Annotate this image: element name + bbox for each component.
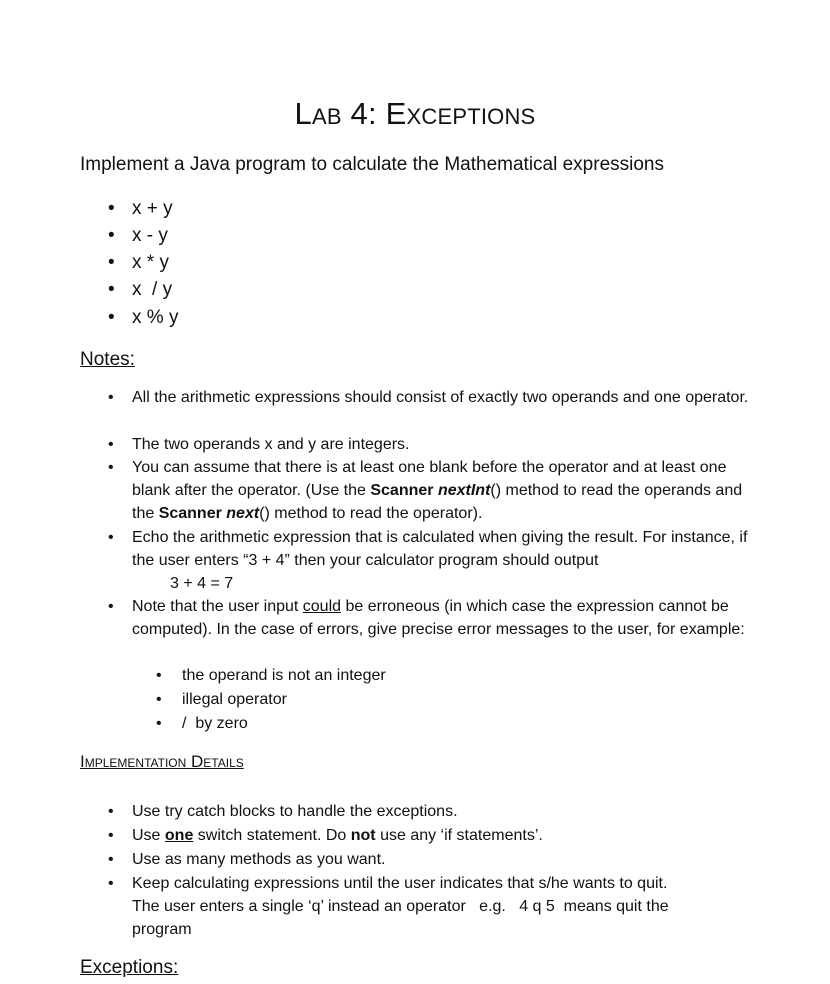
note-item: • All the arithmetic expressions should consist of exactly two operands and one operator. [108,386,758,409]
expression-item: • x / y [108,277,172,303]
bullet: • [108,875,114,892]
bullet: • [108,198,115,219]
bullet: • [108,225,115,246]
expression-item: • x + y [108,196,173,222]
bullet: • [108,827,114,844]
expression-item: • x * y [108,250,169,276]
notes-heading: Notes: [80,349,135,370]
bullet: • [108,436,114,453]
bullet: • [108,307,115,328]
impl-item: • Keep calculating expressions until the user indicates that s/he wants to quit. The user enters a single ‘q’ instead an operator e.g. 4 q 5 means quit the program [108,872,718,941]
bullet: • [108,803,114,820]
impl-item: • Use as many methods as you want. [108,848,758,871]
note-item: • The two operands x and y are integers. [108,433,758,456]
bullet: • [108,389,114,406]
example-output: 3 + 4 = 7 [170,575,234,592]
intro-text: Implement a Java program to calculate the Mathematical expressions [80,154,664,175]
bullet: • [156,691,162,708]
bullet: • [108,459,114,476]
exceptions-heading: Exceptions: [80,957,179,978]
bullet: • [108,598,114,615]
bullet: • [108,252,115,273]
error-example: • the operand is not an integer [156,664,386,687]
bullet: • [108,851,114,868]
expression-item: • x - y [108,223,168,249]
error-example: • / by zero [156,712,248,735]
error-example: • illegal operator [156,688,287,711]
page-title: Lab 4: Exceptions [294,96,536,131]
bullet: • [108,529,114,546]
bullet: • [156,715,162,732]
note-item: • Note that the user input could be erroneous (in which case the expression cannot be computed). In the case of errors, give precise error messages to the user, for example: [108,595,768,641]
note-item: • You can assume that there is at least one blank before the operator and at least one blank after the operator. (Use the Scanner nextInt() method to read the operands and the Scanner next() method to read the operator). [108,456,758,525]
expression-item: • x % y [108,305,178,331]
note-item: • Echo the arithmetic expression that is calculated when giving the result. For instance, if the user enters “3 + 4” then your calculator program should output 3 + 4 = 7 [108,526,758,595]
impl-item: • Use try catch blocks to handle the exceptions. [108,800,758,823]
bullet: • [156,667,162,684]
implementation-heading: Implementation Details [80,752,244,771]
bullet: • [108,279,115,300]
impl-item: • Use one switch statement. Do not use any ‘if statements’. [108,824,758,847]
